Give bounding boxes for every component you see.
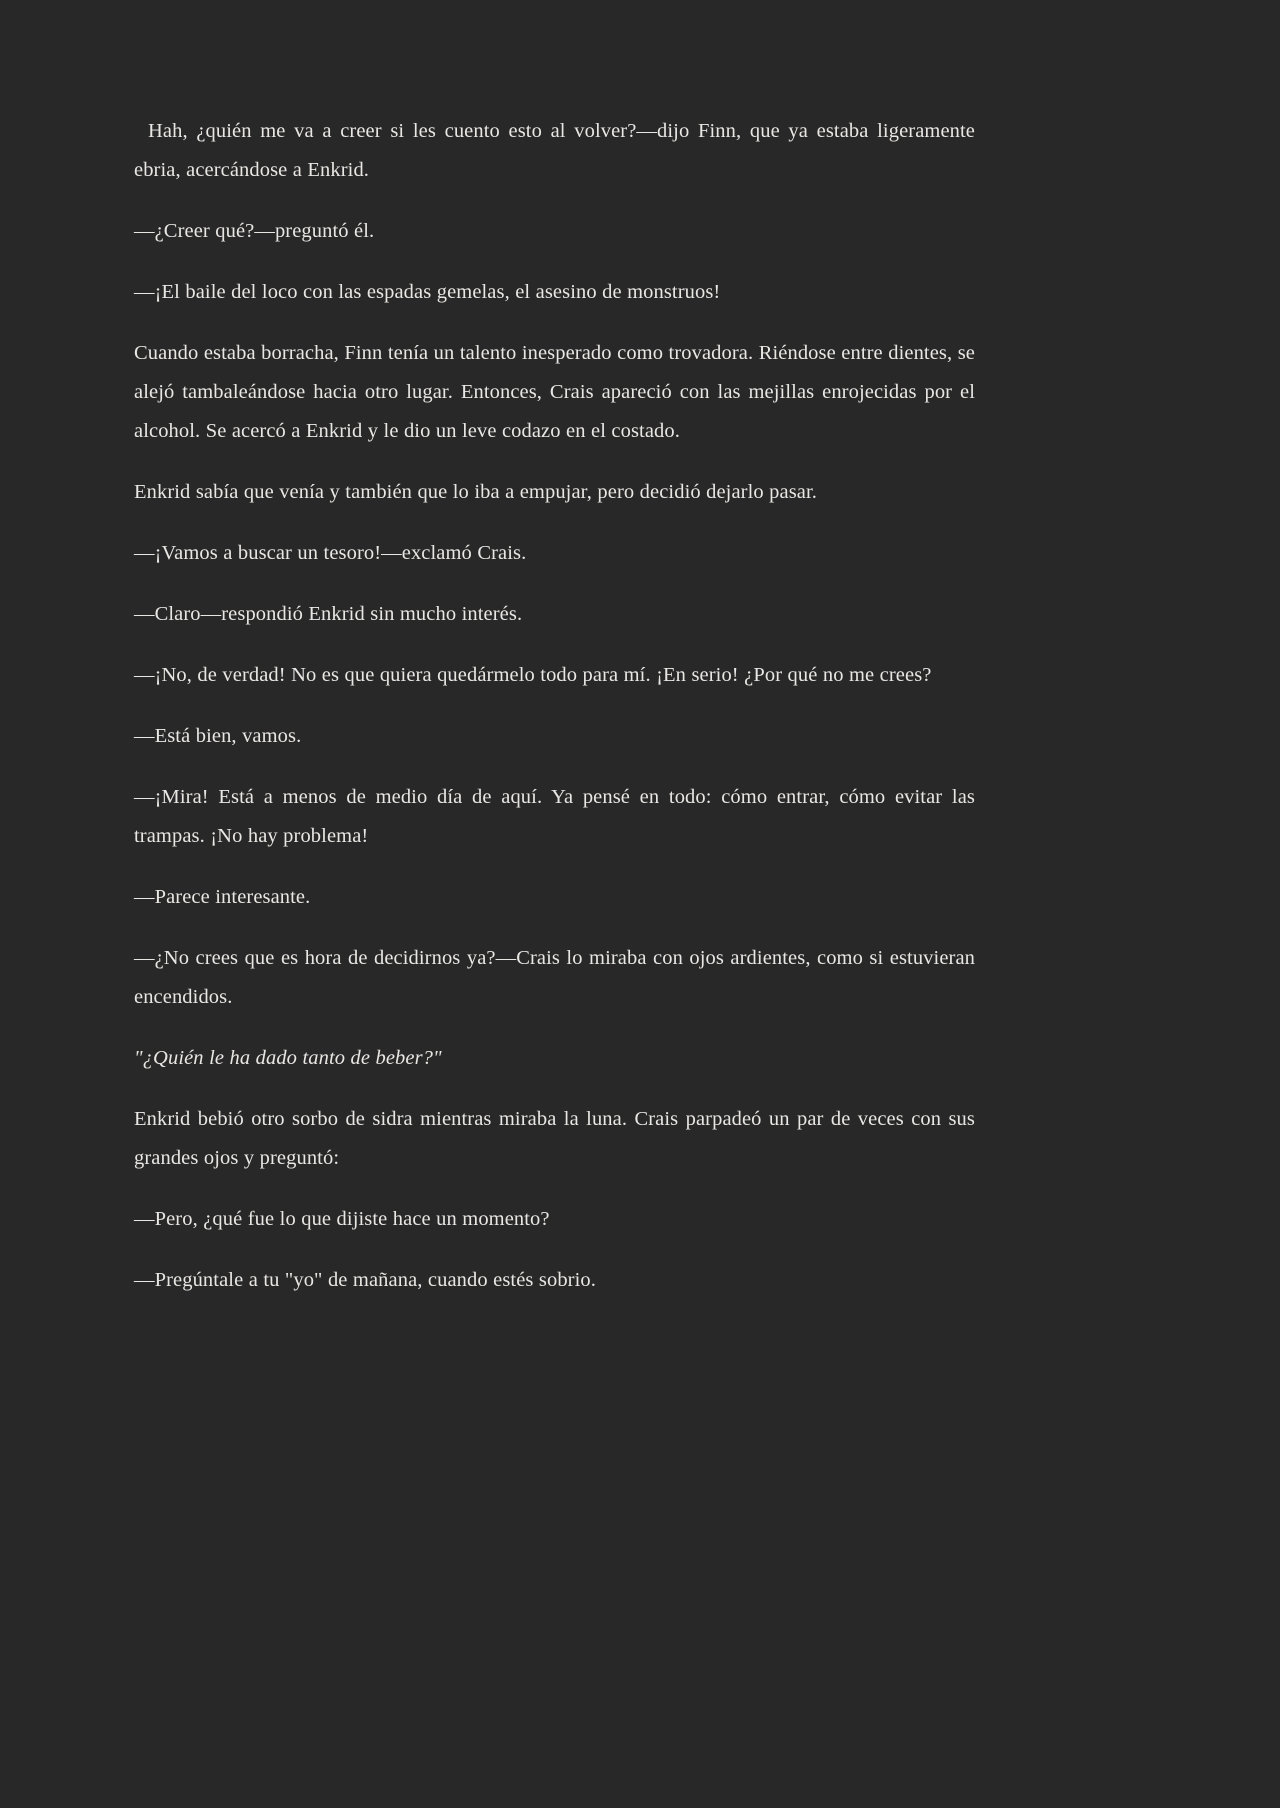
paragraph-narration-finn-comment: Hah, ¿quién me va a creer si les cuento esto al volver?—dijo Finn, que ya estaba ligeramente ebria, acercándose a Enkrid. <box>134 120 975 181</box>
paragraph-narration-sorbo-de-sidra: Enkrid bebió otro sorbo de sidra mientras miraba la luna. Crais parpadeó un par de veces con sus grandes ojos y preguntó: <box>134 1108 975 1169</box>
paragraph-inner-thought-quien-le-ha-dado: "¿Quién le ha dado tanto de beber?" <box>134 1047 442 1069</box>
paragraph-dialogue-parece-interesante: —Parece interesante. <box>134 886 311 908</box>
paragraph-narration-enkrid-sabia: Enkrid sabía que venía y también que lo iba a empujar, pero decidió dejarlo pasar. <box>134 481 818 503</box>
paragraph-dialogue-esta-bien-vamos: —Está bien, vamos. <box>134 725 302 747</box>
reader-text-column <box>134 112 975 1300</box>
paragraph-dialogue-buscar-tesoro: —¡Vamos a buscar un tesoro!—exclamó Crais. <box>134 542 527 564</box>
paragraph-dialogue-baile-del-loco: —¡El baile del loco con las espadas gemelas, el asesino de monstruos! <box>134 281 721 303</box>
paragraph-dialogue-hora-de-decidirnos: —¿No crees que es hora de decidirnos ya?—Crais lo miraba con ojos ardientes, como si estuvieran encendidos. <box>134 947 975 1008</box>
paragraph-narration-finn-trovadora: Cuando estaba borracha, Finn tenía un talento inesperado como trovadora. Riéndose entre dientes, se alejó tambaleándose hacia otro lugar. Entonces, Crais apareció con las mejillas enrojecidas por el alcohol. Se acercó a Enkrid y le dio un leve codazo en el costado. <box>134 342 975 442</box>
paragraph-dialogue-no-de-verdad: —¡No, de verdad! No es que quiera quedármelo todo para mí. ¡En serio! ¿Por qué no me crees? <box>134 664 932 686</box>
paragraph-dialogue-claro-respondio: —Claro—respondió Enkrid sin mucho interés. <box>134 603 523 625</box>
paragraph-dialogue-preguntale-a-tu-yo: —Pregúntale a tu "yo" de mañana, cuando estés sobrio. <box>134 1269 596 1291</box>
paragraph-dialogue-mira-medio-dia: —¡Mira! Está a menos de medio día de aquí. Ya pensé en todo: cómo entrar, cómo evitar las trampas. ¡No hay problema! <box>134 786 975 847</box>
paragraph-dialogue-creer-que: —¿Creer qué?—preguntó él. <box>134 220 375 242</box>
paragraph-dialogue-que-fue-lo-que-dijiste: —Pero, ¿qué fue lo que dijiste hace un momento? <box>134 1208 550 1230</box>
